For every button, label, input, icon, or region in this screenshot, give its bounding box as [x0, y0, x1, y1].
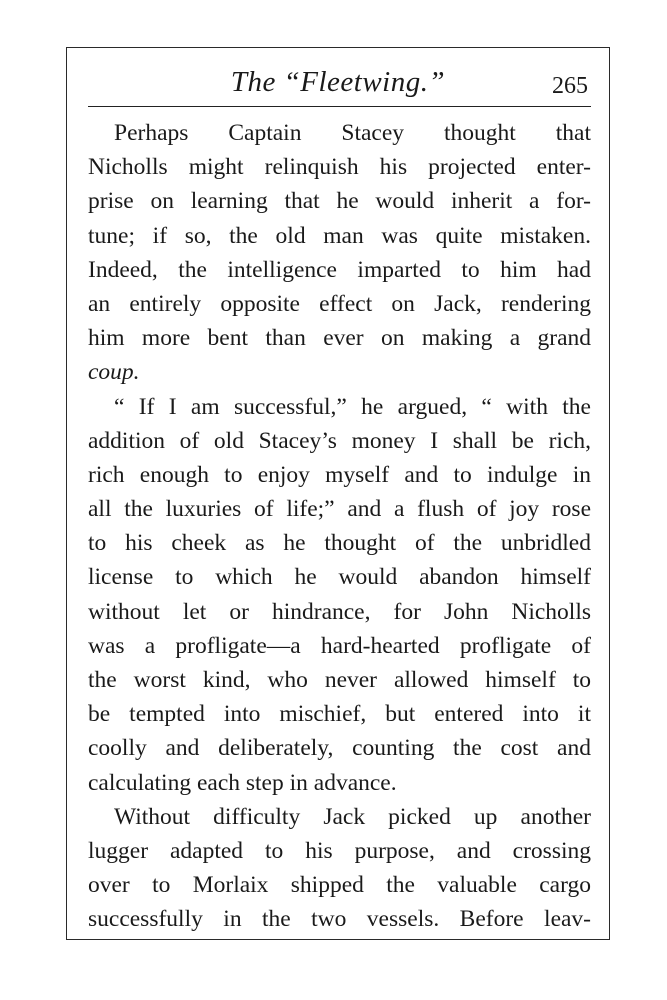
text-line: Perhaps Captain Stacey thought that: [114, 120, 591, 146]
text-line: all the luxuries of life;” and a flush of joy rose: [88, 496, 591, 523]
body-text: [88, 116, 591, 937]
text-line: without let or hindrance, for John Nicholls: [88, 598, 591, 625]
header-rule: [88, 106, 591, 107]
text-line: Indeed, the intelligence imparted to him had: [88, 256, 591, 283]
text-line: was a profligate—a hard-hearted profligate of: [88, 632, 591, 659]
text-line: rich enough to enjoy myself and to indulge in: [88, 461, 591, 488]
text-line: him more bent than ever on making a grand: [88, 325, 591, 352]
text-line: to his cheek as he thought of the unbridled: [88, 530, 591, 557]
text-line: lugger adapted to his purpose, and crossing: [88, 837, 591, 864]
text-line: coup.: [88, 359, 140, 386]
text-line: Nicholls might relinquish his projected enter-: [88, 154, 591, 181]
text-line: the worst kind, who never allowed himself to: [88, 667, 591, 693]
text-line: over to Morlaix shipped the valuable cargo: [88, 872, 591, 899]
text-line: be tempted into mischief, but entered into it: [88, 701, 591, 728]
text-line: tune; if so, the old man was quite mistaken.: [88, 222, 591, 249]
text-line: an entirely opposite effect on Jack, rendering: [88, 290, 591, 317]
running-head: [88, 60, 588, 104]
text-line: “ If I am successful,” he argued, “ with the: [114, 393, 591, 420]
text-line: license to which he would abandon himself: [88, 564, 591, 591]
text-line: prise on learning that he would inherit a for-: [88, 188, 591, 215]
text-line: successfully in the two vessels. Before leav-: [88, 906, 591, 933]
text-line: addition of old Stacey’s money I shall be rich,: [88, 427, 591, 454]
running-title: The “Fleetwing.”: [230, 66, 446, 98]
text-line: calculating each step in advance.: [88, 769, 397, 796]
text-line: coolly and deliberately, counting the cost and: [88, 735, 591, 762]
page-number: 265: [552, 73, 588, 99]
text-line: Without difficulty Jack picked up another: [114, 803, 591, 830]
